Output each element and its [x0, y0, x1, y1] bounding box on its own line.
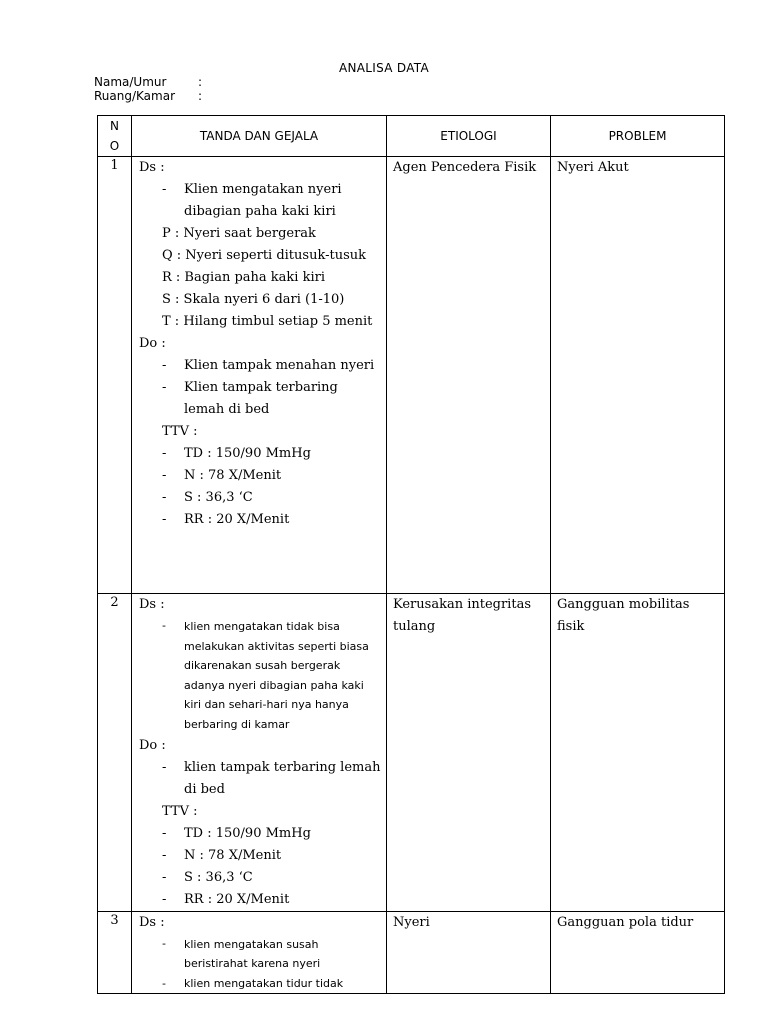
list-item: - Klien mengatakan nyeri dibagian paha kaki kiri: [162, 182, 342, 219]
document-title: ANALISA DATA: [339, 61, 429, 75]
list-item: - klien mengatakan tidak bisa melakukan aktivitas seperti biasa dikarenakan susah bergerak adanya nyeri dibagian paha kaki kiri dan sehari-hari nya hanya berbaring di kamar: [162, 619, 369, 731]
ttv-rr: RR : 20 X/Menit: [184, 512, 290, 527]
ttv-s: S : 36,3 ‘C: [184, 490, 253, 505]
ds-item-text: klien mengatakan tidur tidak: [184, 976, 344, 990]
do-item-text: klien tampak terbaring lemah di bed: [184, 759, 381, 797]
do-item-text: Klien tampak terbaring lemah di bed: [184, 380, 338, 417]
do-item-text: Klien tampak menahan nyeri: [184, 358, 375, 373]
row-number: 2: [98, 594, 132, 912]
ttv-s: S : 36,3 ‘C: [184, 869, 253, 885]
ttv-n: N : 78 X/Menit: [184, 847, 282, 863]
pqrst-r: R : Bagian paha kaki kiri: [162, 270, 326, 285]
ttv-rr: RR : 20 X/Menit: [184, 891, 290, 907]
list-item: - TD : 150/90 MmHg: [162, 825, 311, 841]
problem-cell: Gangguan mobilitas fisik: [551, 594, 725, 912]
ds-item-text: klien mengatakan susah beristirahat karena nyeri: [184, 937, 321, 971]
list-item: - klien mengatakan susah beristirahat karena nyeri: [162, 936, 321, 971]
ttv-n: N : 78 X/Menit: [184, 468, 282, 483]
ds-label: Ds :: [139, 597, 165, 612]
problem-cell: Nyeri Akut: [551, 157, 725, 594]
ttv-label: TTV :: [162, 424, 198, 439]
header-tanda: TANDA DAN GEJALA: [132, 116, 387, 157]
list-item: - Klien tampak menahan nyeri: [162, 358, 375, 373]
ds-label: Ds :: [139, 914, 165, 930]
tanda-gejala-cell: [132, 911, 387, 994]
table-row: [98, 594, 725, 912]
do-label: Do :: [139, 737, 166, 753]
pqrst-p: P : Nyeri saat bergerak: [162, 226, 316, 241]
row-number: 1: [98, 157, 132, 594]
ttv-td: TD : 150/90 MmHg: [184, 446, 311, 461]
list-item: - klien tampak terbaring lemah di bed: [162, 759, 381, 797]
list-item: - TD : 150/90 MmHg: [162, 446, 311, 461]
ds-item-text: klien mengatakan tidak bisa melakukan aktivitas seperti biasa dikarenakan susah bergerak adanya nyeri dibagian paha kaki kiri dan sehari-hari nya hanya berbaring di kamar: [184, 620, 369, 731]
header-no-line1: N: [110, 119, 119, 133]
nama-umur-field: [94, 75, 202, 89]
header-row: [98, 116, 725, 157]
ttv-label: TTV :: [162, 803, 198, 819]
list-item: - RR : 20 X/Menit: [162, 512, 290, 527]
pqrst-q: Q : Nyeri seperti ditusuk-tusuk: [162, 248, 367, 263]
ds-label: Ds :: [139, 160, 165, 175]
pqrst-s: S : Skala nyeri 6 dari (1-10): [162, 292, 345, 307]
row-number: 3: [98, 911, 132, 994]
list-item: - S : 36,3 ‘C: [162, 490, 253, 505]
tanda-gejala-cell: [132, 157, 387, 594]
list-item: - klien mengatakan tidur tidak: [162, 976, 344, 990]
table-row: [98, 911, 725, 994]
nama-umur-colon: :: [198, 75, 203, 89]
header-problem: PROBLEM: [551, 116, 725, 157]
header-no-line2: O: [109, 139, 120, 153]
list-item: - RR : 20 X/Menit: [162, 891, 290, 907]
list-item: - N : 78 X/Menit: [162, 468, 282, 483]
list-item: - N : 78 X/Menit: [162, 847, 282, 863]
ruang-kamar-field: [94, 89, 202, 103]
analisa-data-table: [97, 115, 725, 994]
etiologi-cell: Agen Pencedera Fisik: [387, 157, 551, 594]
list-item: - Klien tampak terbaring lemah di bed: [162, 380, 338, 417]
list-item: - S : 36,3 ‘C: [162, 869, 253, 885]
etiologi-cell: Nyeri: [387, 911, 551, 994]
etiologi-cell: Kerusakan integritas tulang: [387, 594, 551, 912]
ttv-td: TD : 150/90 MmHg: [184, 825, 311, 841]
header-no: [98, 116, 132, 157]
nama-umur-label: Nama/Umur: [94, 75, 167, 89]
header-etiologi: ETIOLOGI: [387, 116, 551, 157]
do-label: Do :: [139, 336, 166, 351]
tanda-gejala-cell: [132, 594, 387, 912]
pqrst-t: T : Hilang timbul setiap 5 menit: [162, 314, 373, 329]
ds-item-text: Klien mengatakan nyeri dibagian paha kaki kiri: [184, 182, 342, 219]
table-row: [98, 157, 725, 594]
ruang-kamar-colon: :: [198, 89, 203, 103]
ruang-kamar-label: Ruang/Kamar: [94, 89, 176, 103]
problem-cell: Gangguan pola tidur: [551, 911, 725, 994]
